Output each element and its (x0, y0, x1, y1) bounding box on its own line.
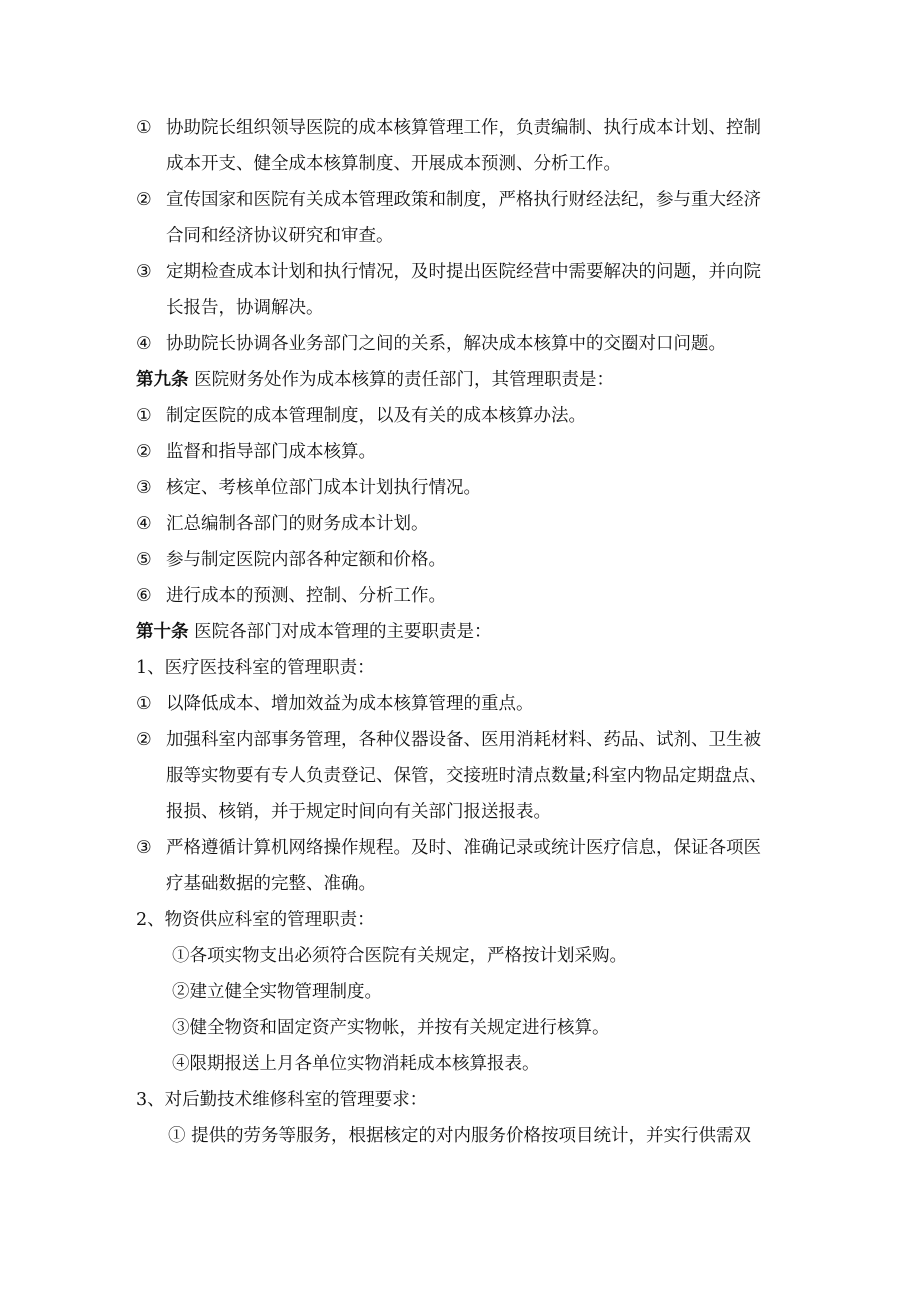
duty-item (136, 434, 801, 470)
item-text: 参与制定医院内部各种定额和价格。 (166, 550, 446, 570)
duty-item (136, 578, 801, 614)
item-text: 协助院长组织领导医院的成本核算管理工作，负责编制、执行成本计划、控制 (166, 118, 761, 138)
duty-item (136, 830, 801, 866)
item-number: ① (136, 694, 152, 714)
section-heading: 2、物资供应科室的管理职责： (136, 910, 375, 930)
duty-item (136, 722, 801, 758)
article-text: 医院财务处作为成本核算的责任部门，其管理职责是： (188, 370, 615, 390)
document-body (136, 110, 801, 1154)
item-text: 以降低成本、增加效益为成本核算管理的重点。 (166, 694, 534, 714)
article-heading (136, 362, 801, 398)
item-number: ③ (136, 838, 152, 858)
item-number: ④ (136, 514, 152, 534)
article-number: 第十条 (136, 622, 189, 642)
item-text: 严格遵循计算机网络操作规程。及时、准确记录或统计医疗信息，保证各项医 (166, 838, 761, 858)
item-continuation: 长报告，协调解决。 (166, 298, 324, 318)
duty-item (136, 506, 801, 542)
item-text: 进行成本的预测、控制、分析工作。 (166, 586, 446, 606)
item-number: ① (136, 406, 152, 426)
item-text: 核定、考核单位部门成本计划执行情况。 (166, 478, 481, 498)
item-text: 宣传国家和医院有关成本管理政策和制度，严格执行财经法纪，参与重大经济 (166, 190, 761, 210)
indented-item: ②建立健全实物管理制度。 (172, 982, 382, 1002)
item-number: ③ (136, 478, 152, 498)
duty-item (136, 470, 801, 506)
article-heading (136, 614, 801, 650)
duty-item (136, 398, 801, 434)
indented-item: ① 提供的劳务等服务，根据核定的对内服务价格按项目统计，并实行供需双 (168, 1126, 752, 1146)
item-text: 协助院长协调各业务部门之间的关系，解决成本核算中的交圈对口问题。 (166, 334, 726, 354)
duty-item (136, 182, 801, 218)
item-number: ⑤ (136, 550, 152, 570)
item-text: 加强科室内部事务管理，各种仪器设备、医用消耗材料、药品、试剂、卫生被 (166, 730, 761, 750)
item-text: 定期检查成本计划和执行情况，及时提出医院经营中需要解决的问题，并向院 (166, 262, 761, 282)
item-number: ① (136, 118, 152, 138)
item-number: ② (136, 730, 152, 750)
item-continuation: 疗基础数据的完整、准确。 (166, 874, 376, 894)
duty-item (136, 542, 801, 578)
section-heading: 3、对后勤技术维修科室的管理要求： (136, 1090, 428, 1110)
item-number: ⑥ (136, 586, 152, 606)
item-text: 汇总编制各部门的财务成本计划。 (166, 514, 429, 534)
item-number: ③ (136, 262, 152, 282)
duty-item (136, 110, 801, 146)
item-continuation: 报损、核销，并于规定时间向有关部门报送报表。 (166, 802, 551, 822)
item-number: ② (136, 442, 152, 462)
duty-item (136, 326, 801, 362)
indented-item: ④限期报送上月各单位实物消耗成本核算报表。 (172, 1054, 540, 1074)
article-number: 第九条 (136, 370, 189, 390)
item-number: ② (136, 190, 152, 210)
item-text: 监督和指导部门成本核算。 (166, 442, 376, 462)
item-text: 制定医院的成本管理制度，以及有关的成本核算办法。 (166, 406, 586, 426)
indented-item: ①各项实物支出必须符合医院有关规定，严格按计划采购。 (172, 946, 627, 966)
section-heading: 1、医疗医技科室的管理职责： (136, 658, 375, 678)
duty-item (136, 254, 801, 290)
item-number: ④ (136, 334, 152, 354)
item-continuation: 服等实物要有专人负责登记、保管，交接班时清点数量;科室内物品定期盘点、 (166, 766, 767, 786)
duty-item (136, 686, 801, 722)
article-text: 医院各部门对成本管理的主要职责是： (188, 622, 492, 642)
item-continuation: 合同和经济协议研究和审查。 (166, 226, 394, 246)
indented-item: ③健全物资和固定资产实物帐，并按有关规定进行核算。 (172, 1018, 610, 1038)
item-continuation: 成本开支、健全成本核算制度、开展成本预测、分析工作。 (166, 154, 621, 174)
